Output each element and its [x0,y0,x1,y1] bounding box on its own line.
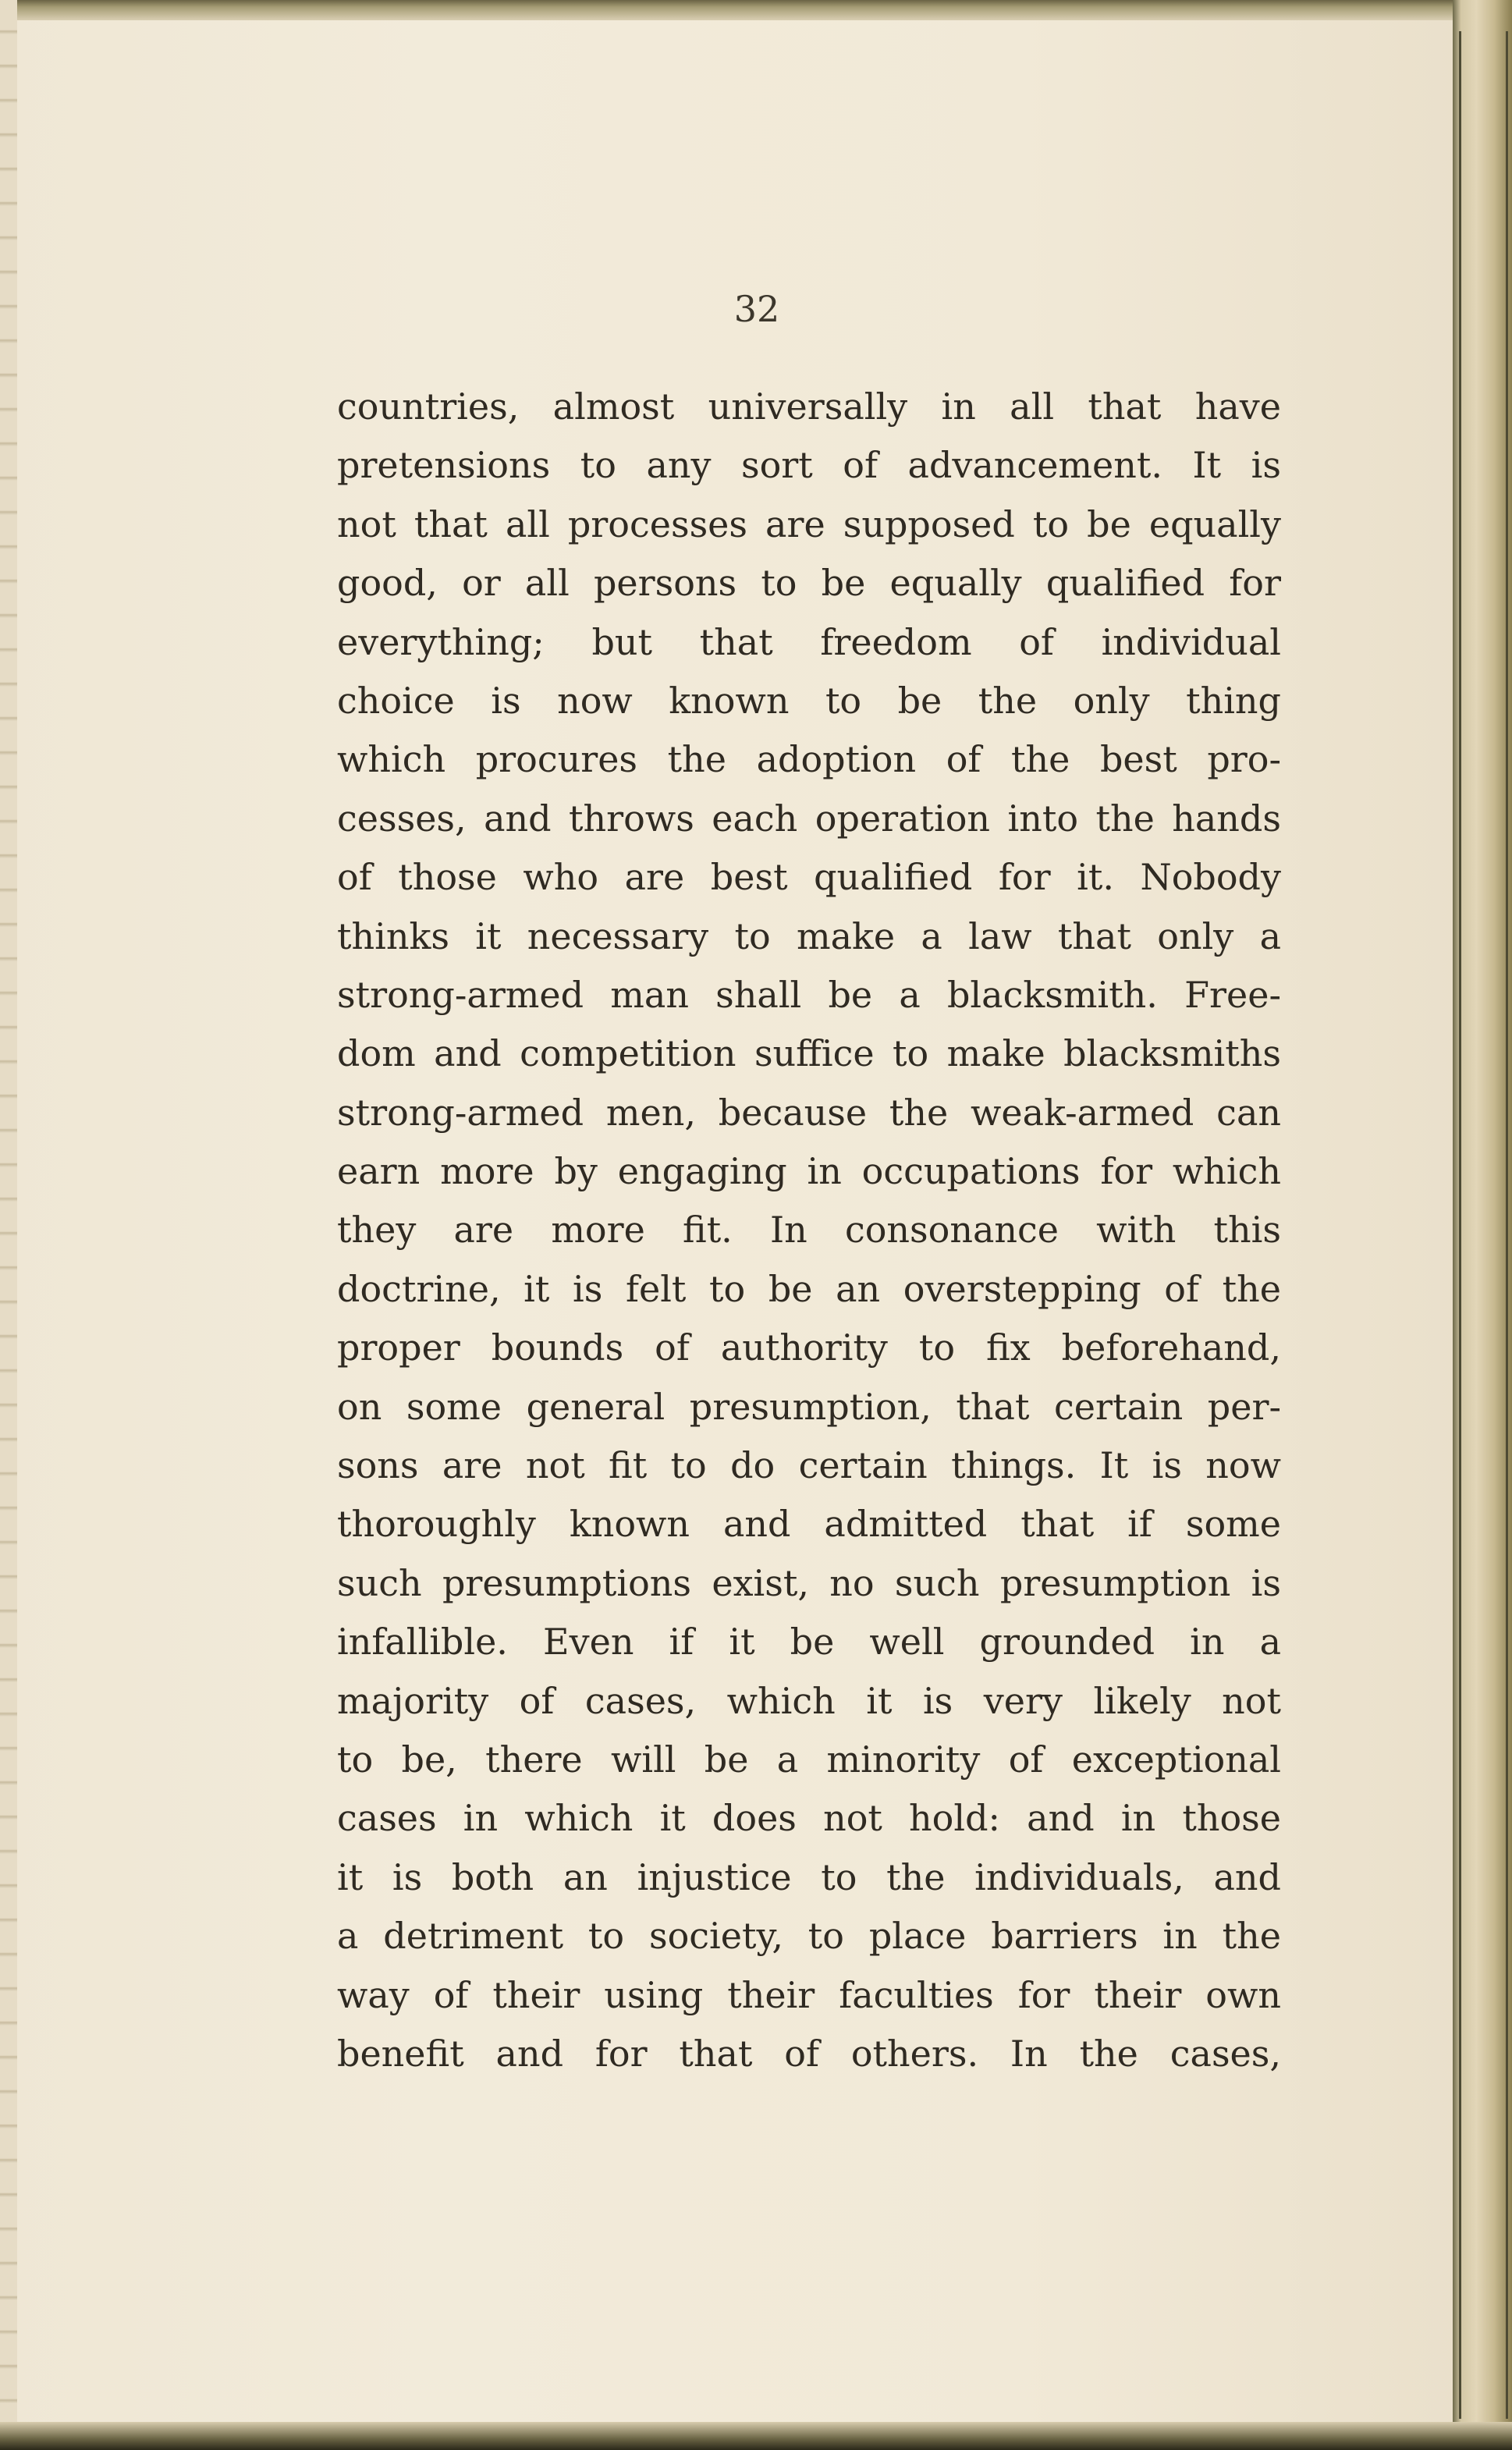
text-line: pretensions to any sort of advancement. It is [337,444,1281,487]
text-line: thoroughly known and admitted that if some [337,1503,1281,1546]
text-line: a detriment to society, to place barriers in the [337,1915,1281,1958]
top-edge [0,0,1512,20]
text-line: it is both an injustice to the individuals, and [337,1855,1281,1898]
text-line: on some general presumption, that certain per- [337,1385,1281,1428]
text-line: way of their using their faculties for their own [337,1973,1281,2016]
text-line: doctrine, it is felt to be an overstepping of the [337,1267,1281,1310]
text-line: earn more by engaging in occupations for which [337,1150,1281,1193]
text-line: thinks it necessary to make a law that only a [337,914,1281,957]
text-line: proper bounds of authority to fix beforehand, [337,1326,1281,1369]
text-line: they are more fit. In consonance with this [337,1209,1281,1252]
binding-line [1506,31,1508,2419]
text-line: infallible. Even if it be well grounded in a [337,1621,1281,1664]
text-line: dom and competition suffice to make blacksmiths [337,1032,1281,1075]
text-line: strong-armed men, because the weak-armed can [337,1091,1281,1134]
text-line: strong-armed man shall be a blacksmith. Free- [337,973,1281,1016]
text-line: which procures the adoption of the best pro- [337,738,1281,781]
left-edge [0,0,17,2450]
text-line: everything; but that freedom of individual [337,620,1281,663]
body-text [337,378,1281,2083]
text-line: of those who are best qualified for it. Nobody [337,856,1281,899]
text-line: choice is now known to be the only thing [337,679,1281,722]
text-line: not that all processes are supposed to be equally [337,502,1281,545]
right-binding-edge [1453,0,1512,2450]
page-number: 32 [733,288,780,330]
text-line: benefit and for that of others. In the cases, [337,2032,1281,2075]
text-line: such presumptions exist, no such presumption is [337,1561,1281,1604]
text-line: countries, almost universally in all that have [337,385,1281,428]
bottom-edge [0,2422,1512,2450]
text-line: cases in which it does not hold: and in those [337,1797,1281,1840]
text-line: good, or all persons to be equally qualified for [337,562,1281,605]
text-line: sons are not fit to do certain things. It is now [337,1444,1281,1487]
binding-line [1459,31,1461,2419]
text-line: majority of cases, which it is very likely not [337,1679,1281,1722]
text-line: to be, there will be a minority of exceptional [337,1738,1281,1781]
text-line: cesses, and throws each operation into the hands [337,797,1281,840]
